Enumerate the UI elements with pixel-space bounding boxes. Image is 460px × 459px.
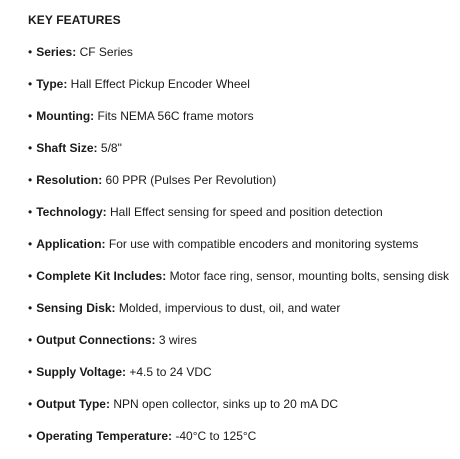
feature-item-resolution: [28, 172, 460, 188]
feature-value: 60 PPR (Pulses Per Revolution): [105, 173, 277, 187]
bullet: •: [28, 45, 33, 59]
feature-label: Operating Temperature:: [36, 429, 173, 443]
feature-item-supply-voltage: [28, 364, 460, 380]
bullet: •: [28, 173, 33, 187]
feature-item-output-type: [28, 396, 460, 412]
section-heading: KEY FEATURES: [28, 13, 121, 27]
feature-list: [28, 44, 460, 444]
bullet: •: [28, 333, 33, 347]
bullet: •: [28, 109, 33, 123]
feature-item-technology: [28, 204, 460, 220]
feature-value: Hall Effect sensing for speed and position detection: [110, 205, 383, 219]
feature-label: Complete Kit Includes:: [36, 269, 167, 283]
feature-value: Molded, impervious to dust, oil, and water: [118, 301, 341, 315]
feature-label: Sensing Disk:: [36, 301, 116, 315]
feature-value: 3 wires: [158, 333, 197, 347]
feature-label: Mounting:: [36, 109, 95, 123]
bullet: •: [28, 365, 33, 379]
feature-item-output-connections: [28, 332, 460, 348]
feature-label: Output Connections:: [36, 333, 156, 347]
feature-item-complete-kit: [28, 268, 460, 284]
bullet: •: [28, 141, 33, 155]
bullet: •: [28, 397, 33, 411]
feature-item-mounting: [28, 108, 460, 124]
feature-label: Shaft Size:: [36, 141, 98, 155]
bullet: •: [28, 77, 33, 91]
feature-item-sensing-disk: [28, 300, 460, 316]
feature-label: Type:: [36, 77, 68, 91]
feature-value: CF Series: [79, 45, 133, 59]
feature-value: Hall Effect Pickup Encoder Wheel: [70, 77, 250, 91]
feature-label: Technology:: [36, 205, 107, 219]
bullet: •: [28, 301, 33, 315]
feature-value: 5/8": [100, 141, 122, 155]
feature-item-operating-temperature: [28, 428, 460, 444]
feature-label: Resolution:: [36, 173, 103, 187]
feature-value: Motor face ring, sensor, mounting bolts, sensing disk: [169, 269, 450, 283]
bullet: •: [28, 269, 33, 283]
feature-label: Supply Voltage:: [36, 365, 126, 379]
feature-value: -40°C to 125°C: [175, 429, 257, 443]
feature-label: Series:: [36, 45, 77, 59]
feature-value: +4.5 to 24 VDC: [129, 365, 212, 379]
feature-item-series: [28, 44, 460, 60]
feature-label: Output Type:: [36, 397, 110, 411]
feature-value: For use with compatible encoders and monitoring systems: [108, 237, 419, 251]
bullet: •: [28, 429, 33, 443]
feature-value: NPN open collector, sinks up to 20 mA DC: [113, 397, 339, 411]
feature-item-application: [28, 236, 460, 252]
feature-value: Fits NEMA 56C frame motors: [97, 109, 254, 123]
bullet: •: [28, 205, 33, 219]
feature-label: Application:: [36, 237, 106, 251]
feature-item-type: [28, 76, 460, 92]
feature-item-shaft-size: [28, 140, 460, 156]
bullet: •: [28, 237, 33, 251]
